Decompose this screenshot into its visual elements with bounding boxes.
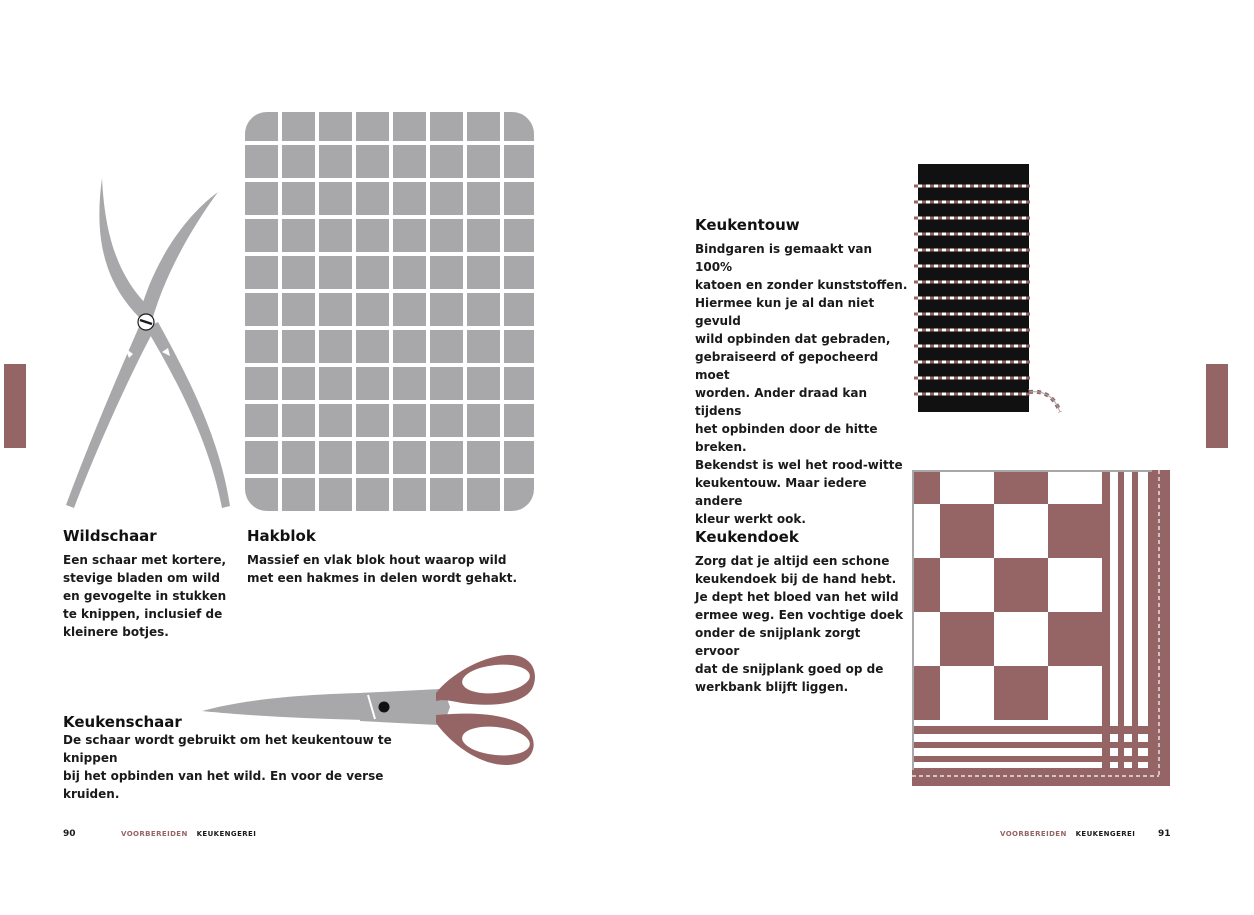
hakblok-illustration <box>245 112 534 511</box>
left-page-number: 90 <box>63 829 76 839</box>
keukenschaar-line: De schaar wordt gebruikt om het keukentouw te knippen <box>63 733 392 765</box>
keukendoek-description <box>695 552 905 696</box>
right-footer <box>1000 830 1135 838</box>
wildschaar-line: Een schaar met kortere, <box>63 553 227 567</box>
keukendoek-line: dat de snijplank goed op de <box>695 662 884 676</box>
keukentouw-line: kleur werkt ook. <box>695 512 806 526</box>
keukentouw-line: gebraiseerd of gepocheerd moet <box>695 350 879 382</box>
keukenschaar-block <box>63 713 423 803</box>
keukendoek-line: keukendoek bij de hand hebt. <box>695 572 897 586</box>
keukentouw-line: worden. Ander draad kan tijdens <box>695 386 868 418</box>
keukendoek-title: Keukendoek <box>695 528 799 546</box>
keukenschaar-title: Keukenschaar <box>63 713 182 731</box>
wildschaar-illustration <box>50 170 250 510</box>
hakblok-title: Hakblok <box>247 527 316 545</box>
wildschaar-line: te knippen, inclusief de <box>63 607 223 621</box>
right-page-tab <box>1206 364 1228 448</box>
keukendoek-line: ermee weg. Een vochtige doek <box>695 608 904 622</box>
wildschaar-line: en gevogelte in stukken <box>63 589 227 603</box>
left-footer <box>121 830 256 838</box>
keukentouw-title: Keukentouw <box>695 216 800 234</box>
keukenschaar-line: bij het opbinden van het wild. En voor de verse kruiden. <box>63 769 384 801</box>
right-footer-chapter: KEUKENGEREI <box>1075 830 1136 838</box>
wildschaar-line: stevige bladen om wild <box>63 571 220 585</box>
right-footer-section: VOORBEREIDEN <box>1000 830 1067 838</box>
keukentouw-line: het opbinden door de hitte breken. <box>695 422 878 454</box>
keukendoek-block <box>695 528 905 696</box>
keukentouw-line: katoen en zonder kunststoffen. <box>695 278 908 292</box>
left-page-tab <box>4 364 26 448</box>
hakblok-line: Massief en vlak blok hout waarop wild <box>247 553 507 567</box>
keukendoek-line: onder de snijplank zorgt ervoor <box>695 626 861 658</box>
keukentouw-line: Bindgaren is gemaakt van 100% <box>695 242 873 274</box>
wildschaar-block <box>63 527 233 641</box>
left-footer-chapter: KEUKENGEREI <box>196 830 257 838</box>
keukentouw-line: Bekendst is wel het rood-witte <box>695 458 903 472</box>
right-page-number: 91 <box>1158 829 1171 839</box>
wildschaar-title: Wildschaar <box>63 527 157 545</box>
keukendoek-line: Je dept het bloed van het wild <box>695 590 899 604</box>
left-footer-section: VOORBEREIDEN <box>121 830 188 838</box>
keukentouw-line: wild opbinden dat gebraden, <box>695 332 891 346</box>
keukendoek-line: werkbank blijft liggen. <box>695 680 849 694</box>
keukentouw-block <box>695 216 910 528</box>
keukentouw-description <box>695 240 910 528</box>
hakblok-block <box>247 527 547 587</box>
keukendoek-illustration <box>912 470 1172 790</box>
keukentouw-line: Hiermee kun je al dan niet gevuld <box>695 296 875 328</box>
wildschaar-line: kleinere botjes. <box>63 625 169 639</box>
keukentouw-line: keukentouw. Maar iedere andere <box>695 476 867 508</box>
wildschaar-description <box>63 551 233 641</box>
keukenschaar-description <box>63 731 423 803</box>
keukendoek-line: Zorg dat je altijd een schone <box>695 554 890 568</box>
keukentouw-illustration <box>910 162 1070 422</box>
hakblok-description <box>247 551 547 587</box>
hakblok-line: met een hakmes in delen wordt gehakt. <box>247 571 518 585</box>
